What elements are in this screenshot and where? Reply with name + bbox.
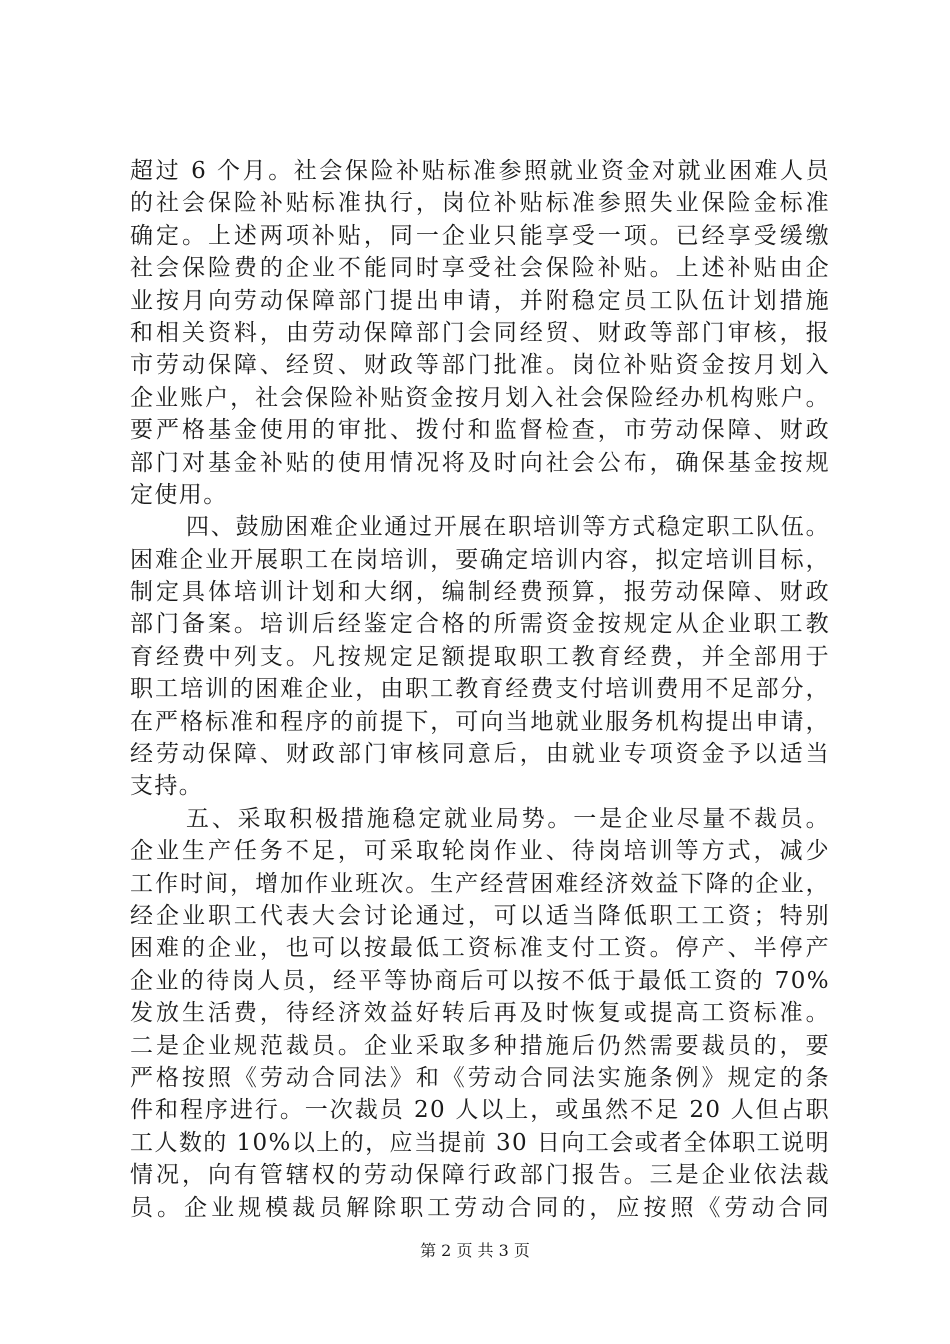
page-footer: 第 2 页 共 3 页 — [420, 1241, 530, 1260]
text-line: 四、鼓励困难企业通过开展在职培训等方式稳定职工队伍。 — [186, 514, 830, 541]
text-line: 严格按照《劳动合同法》和《劳动合同法实施条例》规定的条 — [130, 1064, 830, 1091]
text-line: 要严格基金使用的审批、拨付和监督检查，市劳动保障、财政 — [130, 417, 830, 444]
text-line: 发放生活费，待经济效益好转后再及时恢复或提高工资标准。 — [130, 1000, 830, 1027]
text-line: 员。企业规模裁员解除职工劳动合同的，应按照《劳动合同 — [130, 1194, 830, 1221]
text-line: 定使用。 — [130, 481, 228, 508]
text-line: 二是企业规范裁员。企业采取多种措施后仍然需要裁员的，要 — [130, 1032, 830, 1059]
text-line: 社会保险费的企业不能同时享受社会保险补贴。上述补贴由企 — [130, 255, 830, 282]
text-line: 业按月向劳动保障部门提出申请，并附稳定员工队伍计划措施 — [130, 287, 830, 314]
text-line: 经劳动保障、财政部门审核同意后，由就业专项资金予以适当 — [130, 741, 830, 768]
text-line: 件和程序进行。一次裁员 20 人以上，或虽然不足 20 人但占职 — [130, 1097, 830, 1124]
text-line: 企业账户，社会保险补贴资金按月划入社会保险经办机构账户。 — [130, 384, 830, 411]
text-line: 企业生产任务不足，可采取轮岗作业、待岗培训等方式，减少 — [130, 838, 830, 865]
text-line: 情况，向有管辖权的劳动保障行政部门报告。三是企业依法裁 — [130, 1162, 830, 1189]
text-line: 和相关资料，由劳动保障部门会同经贸、财政等部门审核，报 — [130, 319, 830, 346]
text-line: 部门对基金补贴的使用情况将及时向社会公布，确保基金按规 — [130, 449, 830, 476]
text-line: 制定具体培训计划和大纲，编制经费预算，报劳动保障、财政 — [130, 579, 830, 606]
text-line: 困难企业开展职工在岗培训，要确定培训内容，拟定培训目标， — [130, 546, 830, 573]
text-line: 经企业职工代表大会讨论通过，可以适当降低职工工资；特别 — [130, 902, 830, 929]
text-line: 五、采取积极措施稳定就业局势。一是企业尽量不裁员。 — [186, 805, 830, 832]
text-line: 工作时间，增加作业班次。生产经营困难经济效益下降的企业， — [130, 870, 830, 897]
text-line: 支持。 — [130, 773, 204, 800]
text-line: 企业的待岗人员，经平等协商后可以按不低于最低工资的 70% — [130, 967, 830, 994]
text-line: 育经费中列支。凡按规定足额提取职工教育经费，并全部用于 — [130, 643, 830, 670]
text-line: 确定。上述两项补贴，同一企业只能享受一项。已经享受缓缴 — [130, 222, 830, 249]
text-line: 困难的企业，也可以按最低工资标准支付工资。停产、半停产 — [130, 935, 830, 962]
text-line: 职工培训的困难企业，由职工教育经费支付培训费用不足部分， — [130, 676, 830, 703]
text-line: 超过 6 个月。社会保险补贴标准参照就业资金对就业困难人员 — [130, 158, 830, 184]
document-body — [130, 155, 830, 1224]
text-line: 工人数的 10%以上的，应当提前 30 日向工会或者全体职工说明 — [130, 1129, 830, 1156]
text-line: 在严格标准和程序的前提下，可向当地就业服务机构提出申请， — [130, 708, 830, 735]
text-line: 的社会保险补贴标准执行，岗位补贴标准参照失业保险金标准 — [130, 190, 830, 217]
text-line: 市劳动保障、经贸、财政等部门批准。岗位补贴资金按月划入 — [130, 352, 830, 379]
text-line: 部门备案。培训后经鉴定合格的所需资金按规定从企业职工教 — [130, 611, 830, 638]
